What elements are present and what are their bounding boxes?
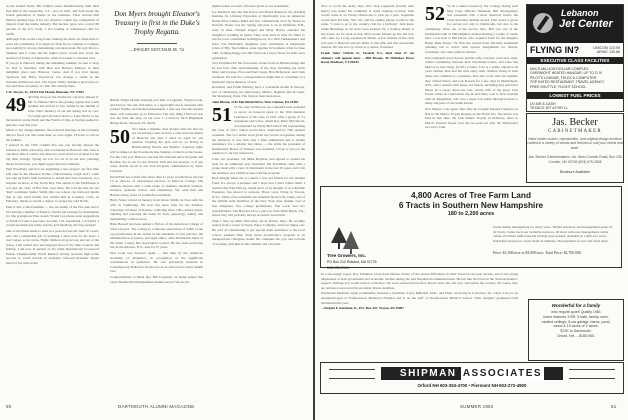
decorative-lines (329, 369, 375, 379)
shipman-phones: Orford NH 603-353-4700 • Piermont NH 603-272-4900 (417, 383, 527, 388)
radio-frequencies: UNICOM 122.95 ARINC 130.66 (593, 45, 620, 54)
becker-address: Jas. Becker Cabinetmakers, Inc. West Cornish Road, Box 236 Cornish, NH 03746 (603) 675-2806 (528, 155, 622, 164)
class-number: 51 (212, 104, 232, 127)
right-page (315, 0, 628, 420)
pull-quote (113, 10, 201, 94)
paragraph: Hans Bessell has been named a Fellow of the American College of Trial Lawyers. The college is a national association of 3,000 of the top practitioners in the nation in the standards of trial practice, the administration of justice, and legal ethics, other Dartmouth Johns of the Sutter County Bar Association council. He has been practicing law in the Alfonso, N.Y., area for 37 years. (110, 222, 203, 250)
class-contact: Frank 'Inky' Ulricht Jr., Vesterll, N.J., died June 17. An obituary will appear later. —Bill Brooks, 40 Whitaker Prove Road, Madison, CT 06443 (321, 50, 414, 65)
paragraph: lighted when we learn of honors given to our classmates. (212, 4, 290, 8)
section-heading: EXECUTIVE CLASS FACILITIES (527, 57, 623, 64)
becker-tagline: Hand made custom, reproduction, and original design furniture crafted in a variety of woods and finishes to suit your needs and taste. (527, 137, 623, 150)
decorative-lines (569, 369, 615, 379)
becker-brochure: Brochure Available (560, 170, 590, 175)
class-contact: —Dwight F. Ketcham Jr., P.O. Box 447, Wayne, PA 19087 (321, 306, 404, 311)
ad-title: Wonderful for a family (551, 303, 601, 308)
shipman-logo: SHIPMAN ASSOCIATES (381, 367, 563, 380)
paragraph: Harry Mater retired in January from Glaxo Smith, he lives with his wife in Cambridge. He now has more time for his hobbies, collecting old maps of Kansas, collecting more 19th-century prints, building and restoring the Santa Fe Trail, genealogy, dating, and maintaining a silicon stone. (110, 198, 203, 221)
pull-quote-rule (137, 43, 177, 44)
airplane-icon (533, 13, 553, 33)
paragraph: Although Tom works long hours running the mills, he finds time to serve his community. It is tough, he feels for us continue to compete successfully by always maintaining a modern plant. He says this is a business and it costs; but the higher prices would also lower the standard of living of Americans, when it is easier to run than ever. (6, 37, 99, 60)
paragraph: In a less happy report, Roy Whitman wrote from Odessa, Texas, of the severe difficulties in West Texas for the past decade, and of his strong displeasure at both government and economic decline during the past Republican administrations. He felt like he'd had all the 'Kuwait/Aramco' support. Perhaps you would want to write Roy. We were advised before Ross Perot's entry into the race, and before the country. Of course, they are anxious took toward the probable Texan candidate. (321, 272, 518, 290)
brand-line-1: Lebanon (561, 8, 599, 18)
paragraph: Paul Woodbury and first are beginning a new project: our first time will take in the Meadow Pointe, Unfortunately Leigh and I could not take up Paul's kind invitation to attend the Class Luncheon, in a surprise location, at the North Bay. The extent of the Farmhouse it was just the class of Hot little over there. He told me that his old 'Red' roommate Spider Smith (the one whose cap harbored moths that at one wind luckily has visited him in Laramie, Calif., in February. Spider no doubt a chance to escape the cold North. (6, 167, 99, 204)
paragraph: Rosemary and Frank Baltzley have a wonderful month in Europe, sort of celebrating our anniversary, Milano, Reghini, Isla di Capri, the Strasbourg, Paris. The trip has been been more. (212, 85, 305, 99)
paragraph: I noticed in the 1950 column that one you already missed the reunion in 1994, when they will reconnoiter in Hanover. Our class is one more time it will be less than two years until we all head for the big 45th, Klengs. Spring are low for all of us are now planning ahead for that trip, you might appreciate this reminder. (6, 143, 99, 166)
left-page (0, 0, 313, 420)
paragraph: Dan Campbell wrote that he and his wife, Carolyn, were now semi-retired commuting between their Cincinnati homes, and Lake San Marcos in San Diego (Calif.) County. Carl is a prime objective all year! Neither Don and his wife enjoy their children living in both times, the commute is a pleasure. Don also wrote that last summer they visited Nancy and Cab Rousch for a few days in Marblehead, N.H., and a reunion with many old friends, including Kay and Tyler Dunn. In a report about the sale, whose wife of the great, Jack Foster writes of a marvelous trip he and Mary took to New Zealand with Al Riegelman, who was a super tour guide through hostess to many and parts of the South Island. (425, 55, 518, 106)
wonderful-family-ad[interactable] (528, 299, 624, 361)
paragraph: Later our president, our Mike Heyman, had agreed to extend his term for an additional year. President Jim Freedman came with a group dealt with a view of Dartmouth in the last 30 years, and I felt the audience was visibly in tune with his program. (212, 157, 305, 175)
tree-farm-headline: 4,800 Acres of Tree Farm Land 6 Tracts in Southern New Hampshire (398, 190, 544, 210)
shipman-associates-ad[interactable] (320, 362, 624, 394)
paragraph: Nice to recall his Army days after Jack Gagnebin (former men than?) was under his command at some training location. Jack would come in on Friday afternoons to pick up a pass. Gagnebin would then tell him, 'Yes, Sir,' and his ending phrase would be the same, 'I want to go to the country club for a birthday.' Jack knew Jamie Blessings, so far have been awaited for, a holiday dinner at her house. As far back as that, Mac's home friends up his dad now will come for a long weekend in Maine. A few months of the class was sent to Hanover and the farms at this time and that seasonable reunion. He was in to go down as a retiree, it seemed. (321, 4, 414, 50)
tree-farm-subhead: 180 to 2,200 acres (447, 211, 495, 217)
paragraph: Congratulations to Head Igor Bill Carpenter on being named this year's Dartmouth Distinguished Alumni Award. We are de- (110, 274, 203, 284)
class-contact: C.R. Dwyer, Jr., 10214 Del Monte, Houston, TX 77042 (6, 89, 84, 94)
ad-body: who require quiet! Quality 1981 home features 4 BR, 5 bath, family room, vaulted ceilings, 5-car garage, barns, pond, views & 15 acres or 2 acres. $72K to Dartmouth. Orford, NH.....$155,000. (541, 310, 611, 338)
paragraph: Dan Cook was honored again — this time by the American Academy of Pediatrics, in recognition of his significant contributions in pediatrics. He was previously honored in Contemporary Pediatrics for his role as an advocate for better health care. (110, 251, 203, 274)
paragraph: David Fish has retired after more than 41 years in education, the last 15 as director of educational services at Mid-Cal College. His ultimate interest with a wide range of students, medical workers, teachers, graduate school, and elementary. We wish him and Barbara many years of wonderful retirement. (110, 174, 203, 197)
page-number: 50 (6, 404, 12, 409)
paragraph: For the 11th year Hanover restored the National Alive Program and Bonfire. Set as out for the October 10th and see Stevens, or if any come double booth in our Tent Program, administered by Steve Lidwalls. (110, 155, 203, 173)
paragraph: If you go to Hanover during the remaining summer, be sure to drop in. Ned is 'installed' with Bud and Barbara Munson in their delightful place near Hanover Center. And if you visit Jenney Sporbeck and Harry Woodcock can arrange a rental in the Woodstock/Hanover area. The Upper Valley remains a great place to live and there are plenty of other '40s already there. (6, 61, 99, 89)
paragraph: Then I rang up Jamie McCarthy out in Darien, Ohio. He recently retired from a career in Sugar, Paper Company, and four things one: He sold of volunteering to get special math assistance to the local school, assisted Ohio State nurse practitioner's program as an unsupervised collegiate reader. He combines the joys and rewards of working with kids in this summer and a frontier. (212, 218, 305, 246)
paragraph: One of the finest sends to send in a postcard was Dr. Stan W. Groth, who did a remarkable job of updating a short note for his news. I don't agree, as he wrote, 'Eight children all grown up and out of the house. I am retired now and engaged most of my time to lunch and fishing. I am now in pursuit of my ninth International Crossword Puzzle Championship World Retired, having received high noble records or world records in available, fish-and Rounder. Spend much of my time in the (6, 228, 99, 266)
paragraph: Much to my disappointment, the postcard message at the reception did not flood you this week time, so once again, I'll have to call on the faithful. (6, 128, 99, 142)
tree-farm-company: Tree Growers, Inc. PO Box 212 Rutland, MA 01776 508-155-2194 (327, 253, 377, 270)
paragraph: Don Meyers won again. This time he brought Eleanor's Reserve in first in the Duke's Trophy Regatta on the North Sea. The match was held in that time. He took Duke's Trophy in February, there in March. Eleanor Teaser won the two-year-old after the Whitewater record by John. (425, 107, 518, 130)
paragraph: Dartmouth Medicine again prominently featured a classmate. Larry Mihelick, M.D., and Ellen, are living in Lawrence, Ill., where Larry is an anesthesiologist at Northwestern Memorial Hospital and is on the staff of Northwestern Medical School. Their daughter graduated from Dartmouth this year. (321, 291, 518, 305)
class-contact: John Bloom, 1142 Merrifield Drive, West Chester, PA 19382 (212, 99, 299, 104)
brand-line-2: Jet Center (559, 18, 613, 30)
lebanon-jet-center-ad[interactable] (526, 4, 624, 112)
paragraph: in the United States. His family's Kent Manufacturing built their first mill in the Greenville, S.C., area in 1901, and Tom heads the fourth generation of Kents in the business. Their second mill (Marve Austin) buys it for two massive counts: the competition of imports from the textile industry. But nuclear types now control 60 percent of the U.S. trade, a fact leading to widespread calls for tariffs. (6, 4, 99, 36)
class-entry-52: 52 52 At a dinner hosted by the College during each May Class Officers Weekend, Bill Montgomery was presented with a most deserved award, the Class Secretary Alumni Award. That award is given for service not only to Dartmouth, but also to the community. Once out of his service days, Bill was one of the Dartmouth Club of Philadelphia's annual meeting a couple of weeks later. I was next to Bill Davis, who acquired 'tend' for his daughter Helen Dane Peters '79. Bill has retired from full-time residential planning but is active with special assignments for church, townships, and other political entities. (425, 4, 518, 54)
ad-banner (527, 5, 623, 43)
right-column-lower (321, 272, 518, 360)
class-number: 52 (425, 4, 445, 25)
paragraph: Joe Medicott tells me that Karen and David Deerner's trio (LEAD) Institute for Lifelong Education at Dartmouth) won an American Nobel Prize winner, Ruud and Nev Chamberlain tried for Nexus in Norfolk. Nexus was the Spring and plan to be in Pittsfield, N.H., early in June. Dwight Jurgen and Mary Halow attended his daughter's wedding in Spain. They went back in time for Merv to run for town councilman in Ridgewood, N.J. Bob Funkhausen's and Peter Von Hermann's daughters were roommates at Dartmouth (class of '00). The families came together in Southern, Utah for June 16th, wedding Peggy and Jim Vail took a trip to Texas for their son's graduation. (212, 9, 305, 60)
magazine-title: DARTMOUTH ALUMNI MAGAZINE (118, 404, 195, 409)
paragraph: Herb Knight asked me to contact a few old friends for the Alumni Fund. It's always a pleasure and I hope that I don't bother them. I learned that Paul Harvey, whom most of us thought of as a lifetime Easterner, has moved to Arizona. Bruce Grey, living in Tucson, N.Y.C. Many of us remember his beautiful blond wife, Jenny, one of the faithful team members of the New York class alumni. List of feat daughters, five college graduations, fine work, and two grandchildren. The Harveys have a place in West Palm Beach, Fla., where they will probably end up as retired 'snowbirds.' (212, 176, 305, 218)
paragraph: British Virgin Islands studying reef fish or Lagunita, Virgin Gorda, and Tortola. We sail, fish hikes, is a legal right and is obsessed with product fidelity and method independent. I dare say ever the reunion there, will eventually go to Princeton. The only thing I find out was was the time the shop on top over. J. Crawford, 3415 Highlands Bridge Road, Sarasota, FL 34235 (110, 98, 203, 125)
class-entry-49: 49 49 Only those in the Northwest can have missed it: Mt. St. Helens! We're also getting regular that warm weather has arrived to stay awhile by the middle of June. One's memory of our last spring was so cool. So Leigh and I motored down to Lake Placid to see the festival on the North and the Fourth of July, as Spring seemed to skip the coast this year. (6, 94, 99, 127)
tree-farm-description: Under timber management for many years. Timber inventory and management plans for all Tracts. Some tracts are available in pieces. Of most with easy management, stable values. Excellent timber/land & holding sizes needed. Available in 1,600 acre tracts. Individual and pieces can be made in numbers. Development of tract and tracts more. (493, 225, 613, 243)
becker-subtitle: CABINETMAKER (548, 129, 602, 134)
flying-in-row (527, 43, 623, 55)
issue-date: SUMMER 1992 (460, 404, 494, 409)
right-column-2 (425, 4, 518, 180)
becker-name: Jas. Becker (552, 117, 598, 128)
section-heading: LOWEST FUEL PRICES (527, 92, 623, 99)
paragraph: Vice President Ed Tait forwarded a letter from Al Michel-Krupp that he and four other sportsmanship of the class including his uncle Mary and Jacques, Fran and Paul Cassel, Bob McKernon, and Chris Clemons. Ed said the correspondences might like to contribute to a memorial trip in memory of loss. (212, 61, 305, 84)
becker-cabinetmaker-ad[interactable] (526, 113, 624, 183)
class-number: 49 (6, 94, 26, 117)
flying-in-heading: FLYING IN? (530, 45, 580, 55)
class-entry-51: 51 51 We were in Hanover on a splendid June weekend to escort an honored guest to the 50th Reunion Luncheon of the class of 1941 with a group of '51 classmates and wives, which Roy Mary McCulloch, accompanied by Sandy McCulloch '90, representing the class of 1917, which would have celebrated its 75th reunion weekend. The two tables were given the lowest recognition during the luncheon. It was with only a little enthusiasm and to double attendance for a smaller late tables — the while the president of Dartmouth's Board of Trustees was swindled. I hope it was not the question of our last reunion in. (212, 104, 305, 156)
section-lines: MULTI-MILLION DOLLAR COMPLEX OVERNIGHT HEATED HANGAR, UP TO G IV PILOT'S LOUNGE, TELEX & COMPUTER TOP RATED RESTAURANT, TRAVEL AGENCY FREE SHUTTLE, FLIGHT SCHOOL (530, 67, 605, 89)
paragraph: Paul is also a full-freshman — the tax slump of the Hot Ann Arbor he's having a number of finest to find in his looking for monuments for this prestigious Pine award. Would you please send suggestions to Frank at Cadet Lane Gate, Arcadia, 119, Lunenburg, CA 91014. I would send him any name, but my golf handicap isn't big enough! (6, 204, 99, 228)
pull-quote-text: Don Myers brought Eleanor's Treasury in first in the Duke's Trophy Regatta. (114, 10, 200, 36)
tree-farm-price: Price: $1,500/acre to $3,000/acre. Total Price: $2,700,000. (493, 251, 582, 255)
right-column-1 (321, 4, 414, 180)
left-column-2 (110, 98, 203, 394)
section-lines: UV AIR & CASH TEXACO JET A FOR LL (530, 102, 568, 111)
pine-tree-icon (329, 225, 365, 255)
page-number: 51 (611, 404, 617, 409)
class-entry-50: 50 50 I made a mistake. Ken Studers tells me that we are not having a tent we have a class tent and dinner of Hanover last June 5 since its April for our reunion. Clearing the plan will be on Friday in Homecoming Parade and Bonfire. Saturday night will be dinner at the Woodstock Inn. Sunday, a brunch on the Green. (110, 125, 203, 154)
tree-farm-ad[interactable] (320, 186, 622, 268)
pull-quote-source: —DWIGHT KETCHAM JR. '52 (129, 48, 185, 52)
class-number: 50 (110, 125, 130, 148)
left-column-3 (212, 4, 305, 394)
left-column-1 (6, 4, 99, 394)
